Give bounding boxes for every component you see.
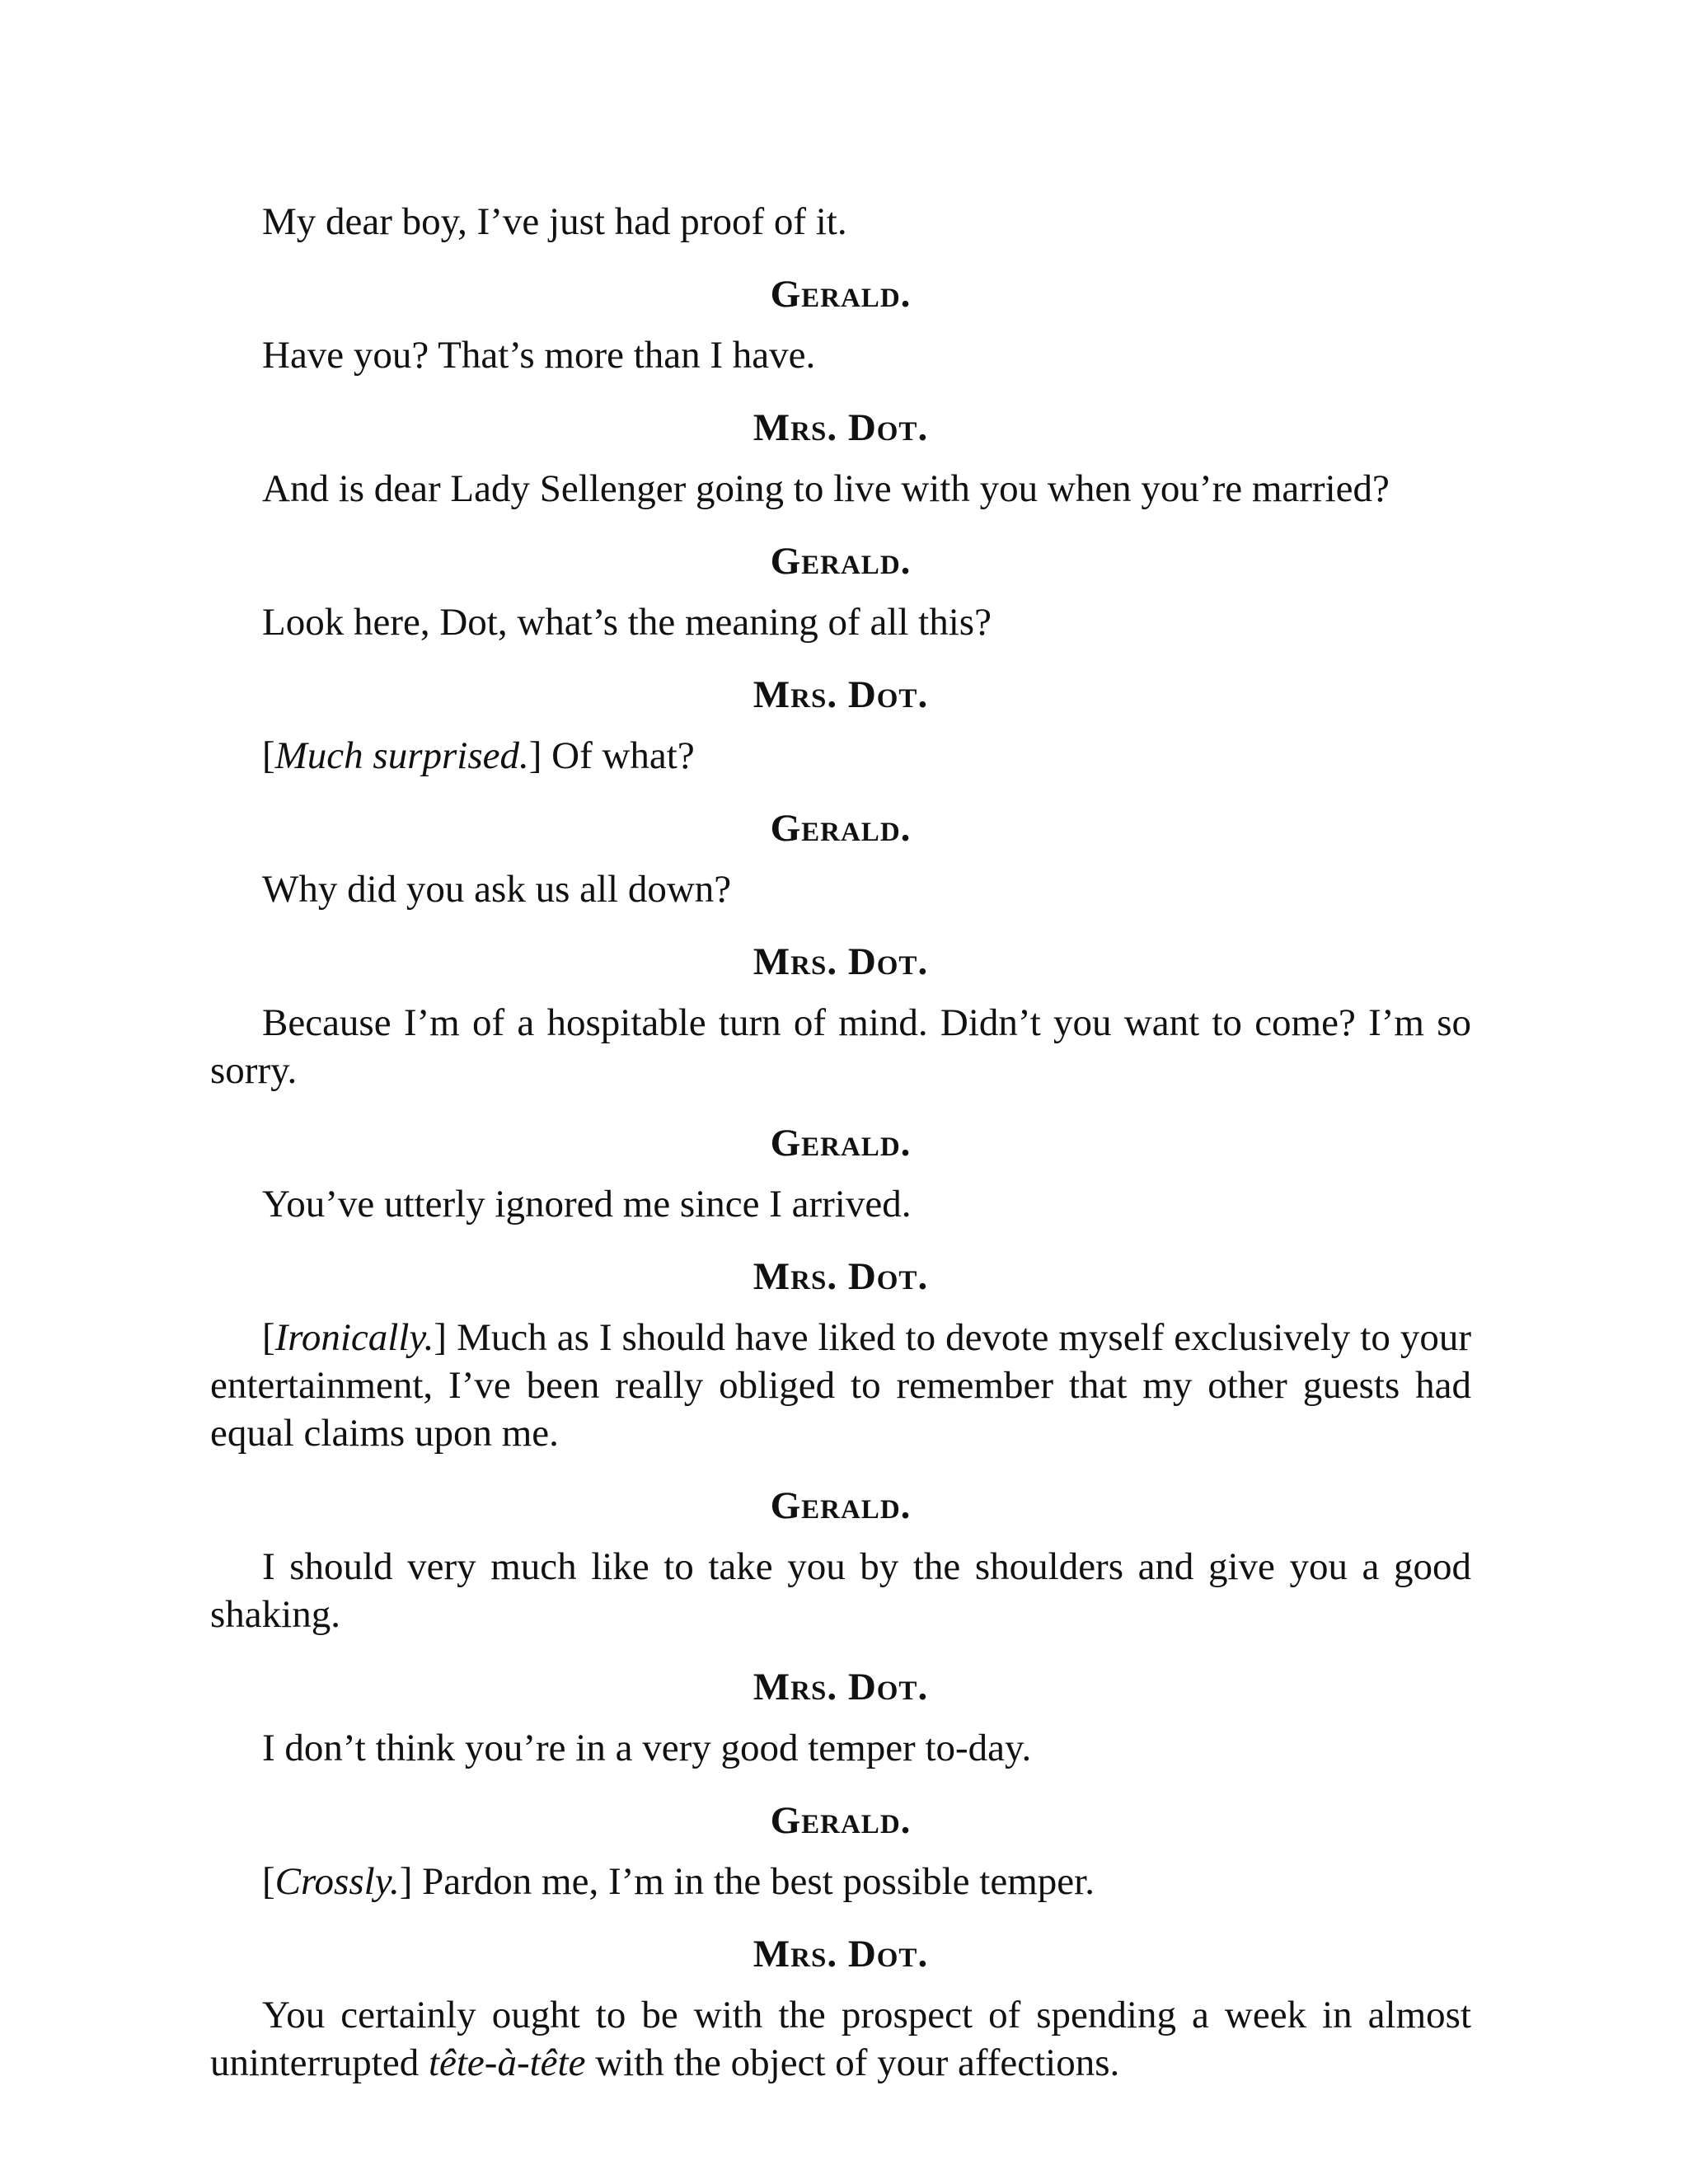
dialogue-text: Because I’m of a hospitable turn of mind. Didn’t you want to come? I’m so sorry.	[210, 1001, 1471, 1092]
dialogue-text: Why did you ask us all down?	[262, 868, 732, 911]
speaker-name: Gerald.	[770, 1122, 912, 1165]
dialogue-line	[210, 331, 1471, 379]
dialogue-text: [	[262, 1316, 275, 1359]
speaker-name: Gerald.	[770, 1484, 912, 1527]
stage-direction-text: tête-à-tête	[428, 2041, 586, 2084]
dialogue-text: ] Of what?	[528, 734, 695, 777]
dialogue-text: [	[262, 1860, 275, 1903]
dialogue-text: ] Pardon me, I’m in the best possible temper.	[399, 1860, 1095, 1903]
dialogue-text: with the object of your affections.	[585, 2041, 1120, 2084]
script-page	[210, 198, 1471, 2087]
speaker-name: Gerald.	[770, 1799, 912, 1842]
dialogue-line	[210, 865, 1471, 913]
dialogue-line	[210, 1543, 1471, 1638]
dialogue-text: And is dear Lady Sellenger going to live with you when you’re married?	[262, 467, 1390, 510]
speaker-name: Gerald.	[770, 807, 912, 850]
dialogue-text: I should very much like to take you by the shoulders and give you a good shaking.	[210, 1545, 1471, 1636]
dialogue-line	[210, 1724, 1471, 1772]
dialogue-text: You certainly ought to be with the prospect of spending a week in almost uninterrupted	[210, 1994, 1471, 2084]
stage-direction-text: Ironically.	[274, 1316, 434, 1359]
speaker-name: Mrs. Dot.	[753, 406, 929, 449]
speaker-name: Gerald.	[770, 273, 912, 316]
dialogue-text: My dear boy, I’ve just had proof of it.	[262, 200, 847, 243]
dialogue-line	[210, 1180, 1471, 1228]
dialogue-text: Have you? That’s more than I have.	[262, 334, 816, 377]
dialogue-line	[210, 598, 1471, 646]
dialogue-line	[210, 198, 1471, 246]
stage-direction-text: Crossly.	[274, 1860, 400, 1903]
speaker-name: Gerald.	[770, 540, 912, 583]
dialogue-line	[210, 1858, 1471, 1905]
dialogue-text: You’ve utterly ignored me since I arrived.	[262, 1183, 912, 1226]
dialogue-text: Look here, Dot, what’s the meaning of all this?	[262, 601, 992, 644]
dialogue-line	[210, 465, 1471, 513]
speaker-name: Mrs. Dot.	[753, 1933, 929, 1975]
dialogue-text: ] Much as I should have liked to devote myself exclusively to your entertainment, I’ve been really obliged to remember that my other guests had equal claims upon me.	[210, 1316, 1471, 1455]
dialogue-line	[210, 999, 1471, 1094]
dialogue-text: I don’t think you’re in a very good temper to-day.	[262, 1727, 1032, 1769]
speaker-name: Mrs. Dot.	[753, 1255, 929, 1298]
speaker-name: Mrs. Dot.	[753, 940, 929, 983]
stage-direction-text: Much surprised.	[274, 734, 529, 777]
dialogue-line	[210, 732, 1471, 780]
speaker-name: Mrs. Dot.	[753, 1666, 929, 1708]
dialogue-line	[210, 1314, 1471, 1457]
speaker-name: Mrs. Dot.	[753, 673, 929, 716]
dialogue-line	[210, 1991, 1471, 2087]
dialogue-text: [	[262, 734, 275, 777]
